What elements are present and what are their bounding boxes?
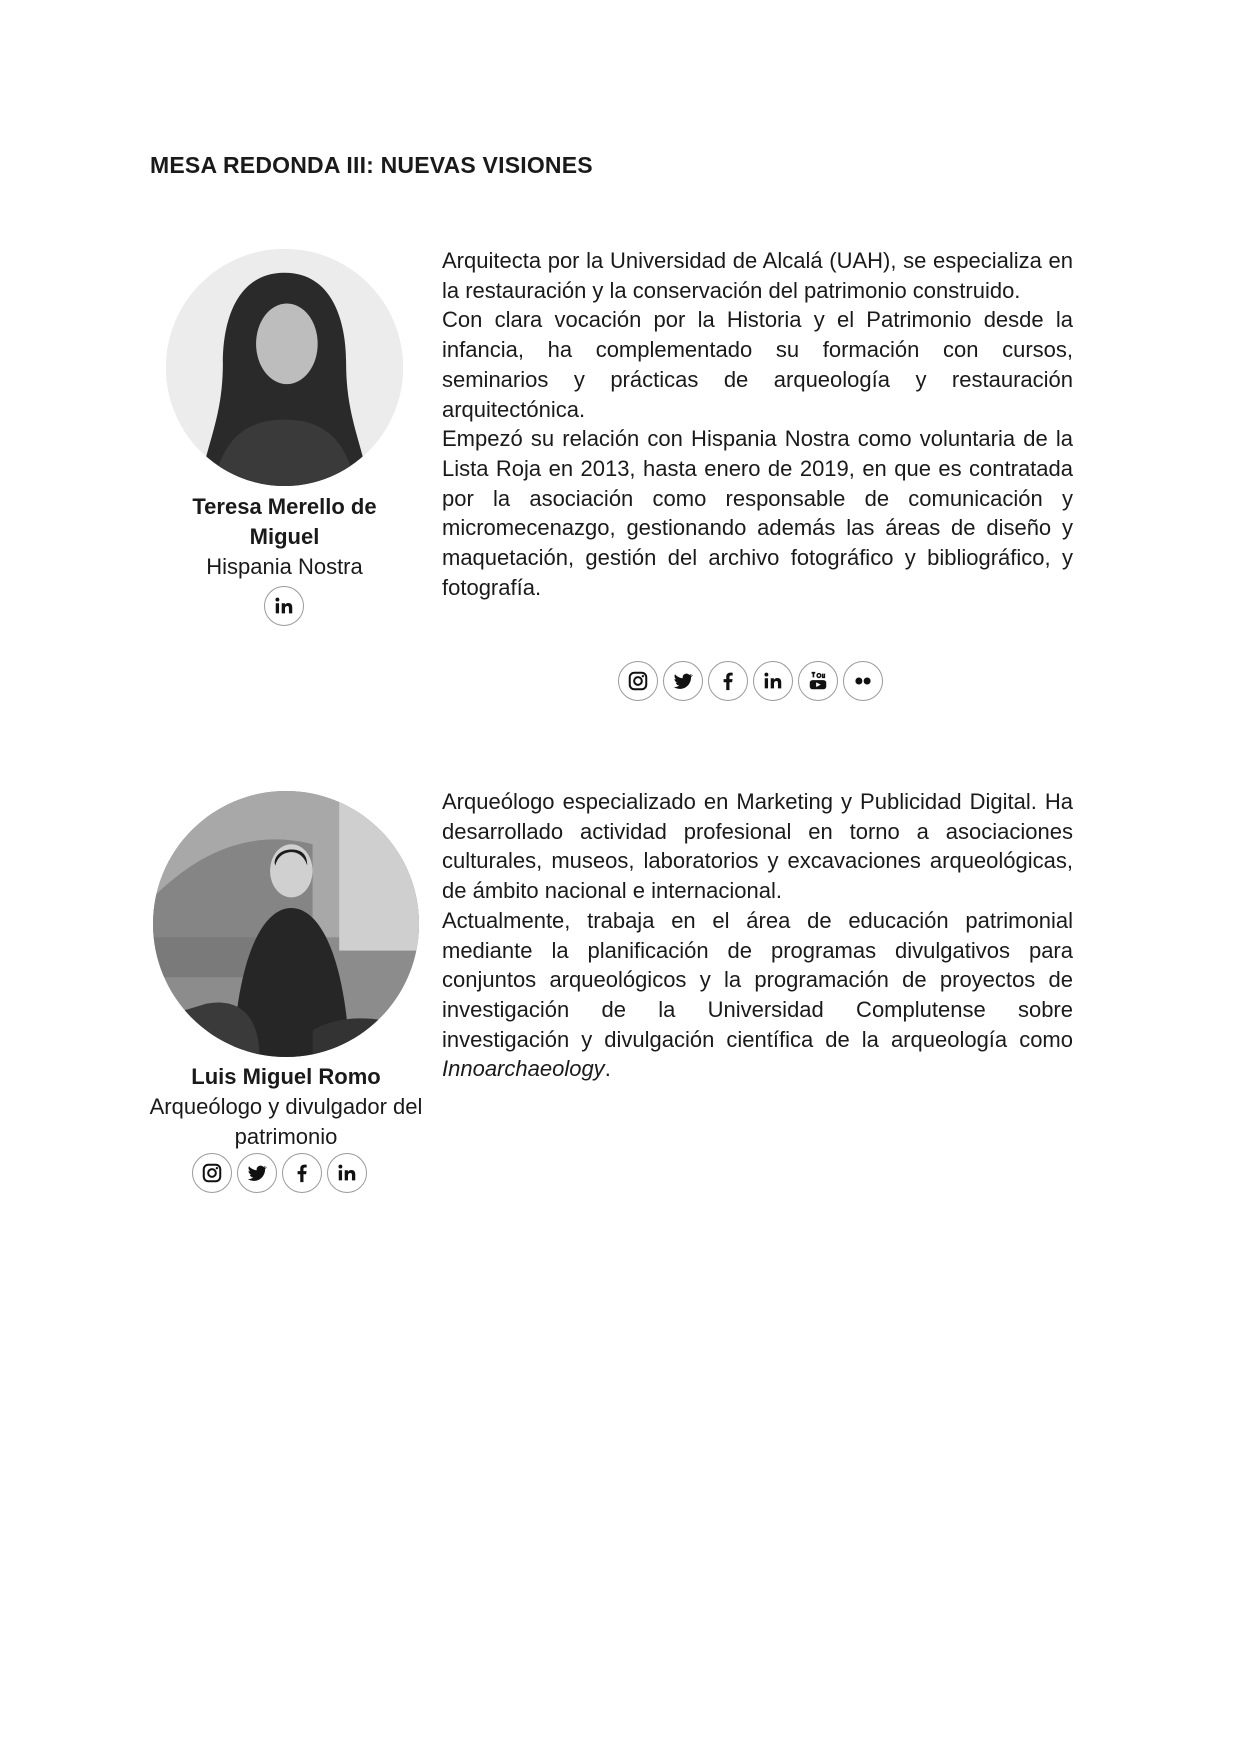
biography bbox=[442, 246, 1073, 602]
bio-paragraph: Arqueólogo especializado en Marketing y Publicidad Digital. Ha desarrollado actividad profesional en torno a asociaciones culturales, museos, laboratorios y excavaciones arqueológicas, de ámbito nacional e internacional. bbox=[442, 789, 1073, 904]
biography bbox=[442, 787, 1073, 1084]
bio-paragraph: Empezó su relación con Hispania Nostra como voluntaria de la Lista Roja en 2013, hasta enero de 2019, en que es contratada por la asociación como responsable de comunicación y micromecenazgo, gestionando además las áreas de diseño y maquetación, gestión del archivo fotográfico y bibliográfico, y fotografía. bbox=[442, 426, 1073, 600]
bio-paragraph bbox=[442, 906, 1073, 1084]
flickr-icon[interactable] bbox=[843, 661, 883, 701]
portrait-photo bbox=[166, 249, 403, 486]
person-info bbox=[146, 1062, 426, 1152]
linkedin-icon[interactable] bbox=[327, 1153, 367, 1193]
linkedin-icon[interactable] bbox=[753, 661, 793, 701]
bio-paragraph: Arquitecta por la Universidad de Alcalá (UAH), se especializa en la restauración y la conservación del patrimonio construido. bbox=[442, 248, 1073, 303]
person-name: Luis Miguel Romo bbox=[191, 1064, 381, 1089]
youtube-icon[interactable] bbox=[798, 661, 838, 701]
page-title: MESA REDONDA III: NUEVAS VISIONES bbox=[150, 152, 593, 178]
person-info bbox=[176, 492, 393, 582]
bio-paragraph: Con clara vocación por la Historia y el Patrimonio desde la infancia, ha complementado su formación con cursos, seminarios y prácticas de arqueología y restauración arquitectónica. bbox=[442, 307, 1073, 422]
bio-italic-term: Innoarchaeology bbox=[442, 1056, 605, 1082]
facebook-icon[interactable] bbox=[708, 661, 748, 701]
personal-social-icons bbox=[264, 586, 304, 626]
linkedin-icon[interactable] bbox=[264, 586, 304, 626]
organization-social-icons bbox=[618, 661, 883, 701]
twitter-icon[interactable] bbox=[237, 1153, 277, 1193]
person-role: Hispania Nostra bbox=[206, 554, 363, 579]
portrait-photo bbox=[153, 791, 419, 1057]
bio-suffix: . bbox=[604, 1056, 611, 1082]
person-name: Teresa Merello de Miguel bbox=[192, 494, 377, 549]
instagram-icon[interactable] bbox=[192, 1153, 232, 1193]
personal-social-icons bbox=[192, 1153, 367, 1193]
instagram-icon[interactable] bbox=[618, 661, 658, 701]
facebook-icon[interactable] bbox=[282, 1153, 322, 1193]
person-role: Arqueólogo y divulgador del patrimonio bbox=[149, 1094, 423, 1149]
bio-text: Actualmente, trabaja en el área de educación patrimonial mediante la planificación de programas divulgativos para conjuntos arqueológicos y la programación de proyectos de investigación de la Universidad Complutense sobre investigación y divulgación científica de la arqueología como bbox=[442, 907, 1073, 1052]
twitter-icon[interactable] bbox=[663, 661, 703, 701]
